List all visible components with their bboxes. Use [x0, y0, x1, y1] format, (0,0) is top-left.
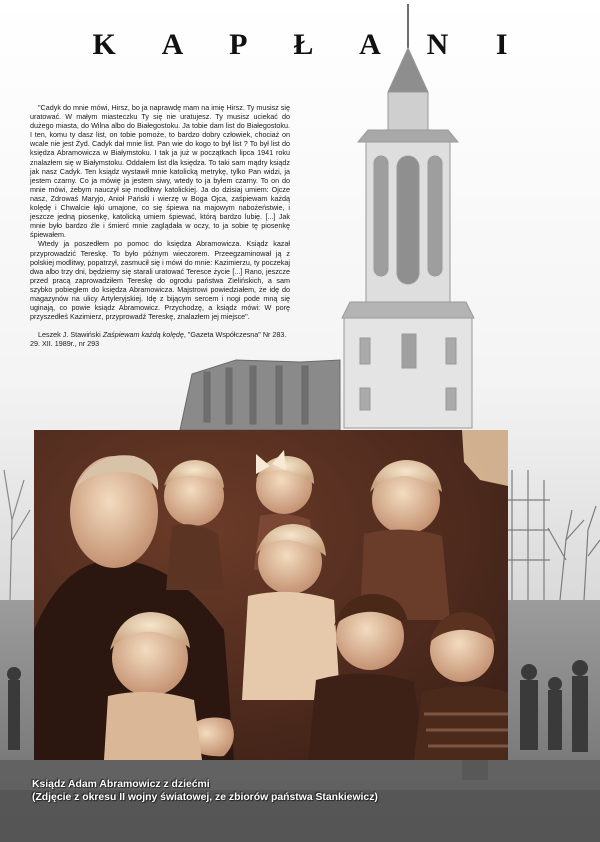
citation-title: Zaśpiewam każdą kolędę [102, 330, 184, 340]
priest-with-children-photo [34, 430, 508, 760]
article-paragraph-2: Wtedy ja poszedłem po pomoc do księdza Abramowicza. Ksiądz kazał przyprowadzić Tereskę. To było późnym wieczorem. Przeegzaminował ją z polskiej modlitwy, popatrzył, zasmucił się i mówi do mnie: Kazimierzu, ty poczekaj dwa albo trzy dni, będziemy się starali uratować Teresce życie [...] Rano, jeszcze przed pracą zaprowadziłem Tereskę do ogrodu państwa Zielińskich, a sam szybko pobiegłem do księdza Abramowicza. Majstrowi powiedziałem, że idę do magazynów na ulicy Artyleryjskiej. Idę z bijącym sercem i nogi pode mną się uginają, co powie ksiądz Abramowicz. Przychodzę, a ksiądz mówi: W porę przyszedłeś Kazimierz, przyprowadź Tereskę, znalazłem jej miejsce". [30, 239, 290, 322]
caption-line-1: Ksiądz Adam Abramowicz z dziećmi [32, 779, 210, 790]
photo-caption [32, 779, 552, 804]
caption-line-2: (Zdjęcie z okresu II wojny światowej, ze zbiorów państwa Stankiewicz) [32, 791, 378, 803]
article-citation [30, 330, 290, 348]
citation-author: Leszek J. Stawiński [38, 330, 103, 340]
article-paragraph-1: "Cadyk do mnie mówi, Hirsz, bo ja naprawdę mam na imię Hirsz. Ty musisz się uratować. W małym miasteczku Ty się nie uratujesz. Ty musisz uciekać do dużego miasta, do Wilna albo do Białegostoku. Ja tobie dam list do Białegostoku. I ten, komu ty dasz list, on tobie pomoże, to bardzo dobry człowiek, chociaż on wcale nie jest Żyd. Cadyk dał mnie list. Pan wie do kogo to był list ? To był list do księdza Abramowicza w Białymstoku. I tak ja już w początkach lipca 1941 roku znalazłem się w Białymstoku. Oddałem list dla księdza. To taki sam mądry ksiądz jak nasz Cadyk. Ten ksiądz wystawił mnie katolicką metrykę, tylko Pan widzi, ja jestem czarny. Co ja mówię ja jestem siwy, wtedy to ja byłem czarny. To on do mnie mówi, żebym nauczył się modlitwy katolickiej. Ja do dzisiaj umiem: Ojcze nasz, Zdrowaś Maryjo, Anioł Pański i wierzę w Boga Ojca, zaśpiewam każdą kolędę i Chwalcie łąki umajone, co się śpiewa na majowym nabożeństwie, i jeszcze jedną piosenkę, katolicką umiem śpiewać, którą bardzo lubię. [...] Jak mnie było bardzo źle i śmierć mnie zaglądała w oczy, to ja sobie tę piosenkę śpiewałem. [30, 103, 290, 240]
article-text [30, 103, 290, 348]
page-title: K A P Ł A N I [92, 28, 528, 61]
citation-source: , "Gazeta Współczesna" Nr 283. 29. XII. 1989r., nr 293 [30, 330, 287, 349]
